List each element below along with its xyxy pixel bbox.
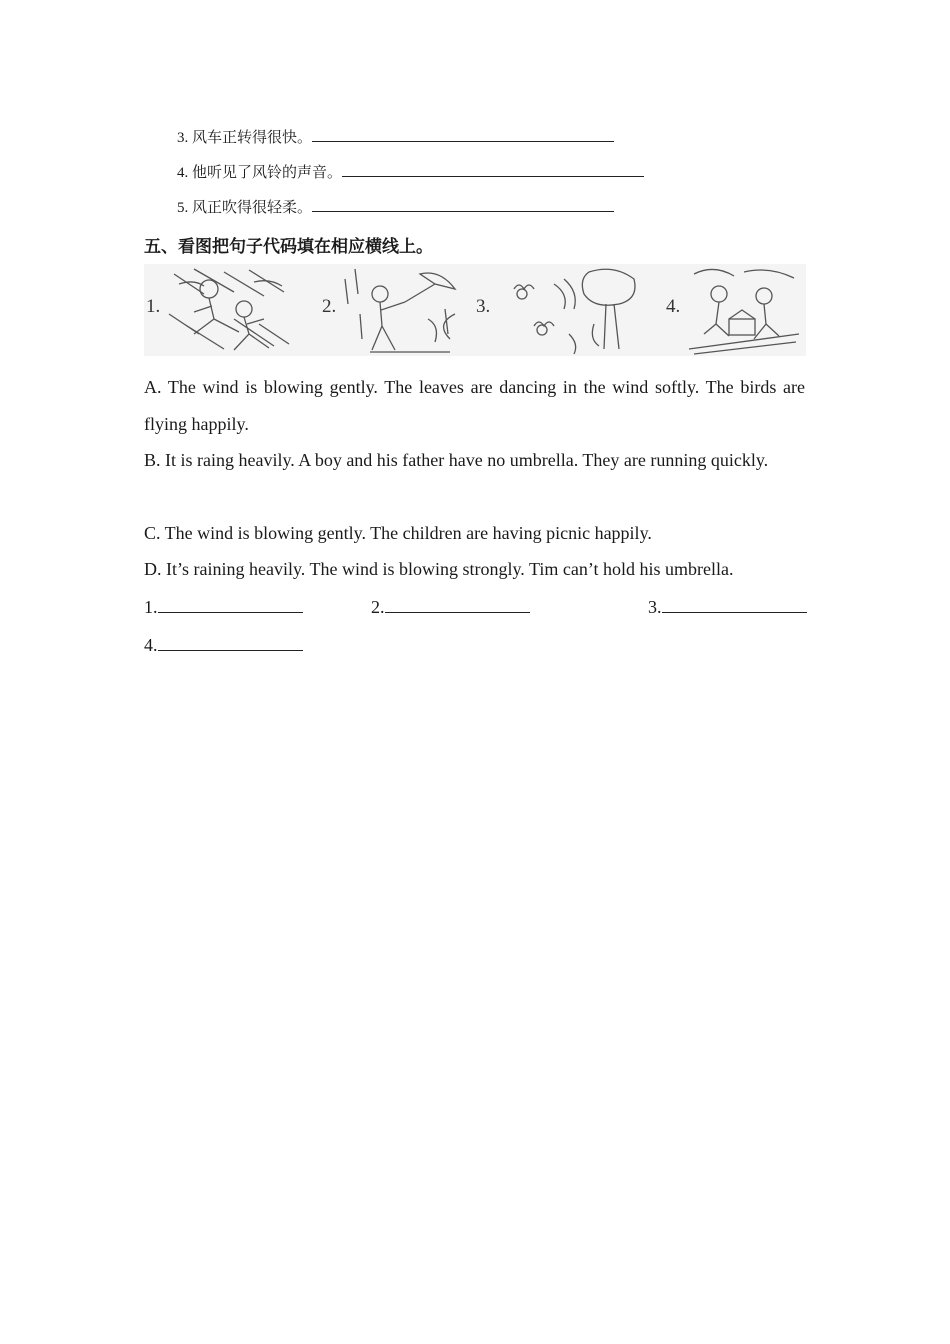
- section-heading: 五、看图把句子代码填在相应横线上。: [144, 237, 433, 257]
- picture-3: [476, 264, 636, 356]
- sentence-b: B. It is raing heavily. A boy and his father have no umbrella. They are running quickly.: [144, 450, 769, 470]
- picnic-icon: [684, 264, 804, 356]
- answer-label: 4.: [144, 635, 158, 655]
- picture-label: 2.: [322, 296, 337, 317]
- sentence-a: A. The wind is blowing gently. The leaves are dancing in the wind softly. The birds are flying happily.: [144, 377, 805, 434]
- translation-item-3: [177, 127, 614, 148]
- answer-blank[interactable]: [312, 197, 614, 212]
- answer-blank[interactable]: [662, 596, 807, 613]
- answer-1: [144, 596, 303, 618]
- picture-label: 1.: [146, 296, 161, 317]
- answer-4: [144, 634, 303, 656]
- umbrella-in-wind-icon: [340, 264, 470, 356]
- answer-label: 3.: [648, 597, 662, 617]
- translation-item-5: [177, 197, 614, 218]
- picture-2: [322, 264, 472, 356]
- sentence-c: C. The wind is blowing gently. The children are having picnic happily.: [144, 523, 652, 543]
- answer-blank[interactable]: [158, 596, 303, 613]
- picture-label: 4.: [666, 296, 681, 317]
- answer-blank[interactable]: [342, 162, 644, 177]
- picture-4: [666, 264, 806, 356]
- sentence-d: D. It’s raining heavily. The wind is blowing strongly. Tim can’t hold his umbrella.: [144, 559, 734, 579]
- translation-item-4: [177, 162, 644, 183]
- translation-item-text: 4. 他听见了风铃的声音。: [177, 165, 343, 181]
- answer-blank[interactable]: [158, 634, 303, 651]
- translation-item-text: 3. 风车正转得很快。: [177, 130, 313, 146]
- picture-strip: [144, 264, 806, 356]
- answer-label: 1.: [144, 597, 158, 617]
- running-in-rain-icon: [164, 264, 294, 356]
- answer-3: [648, 596, 807, 618]
- picture-1: [144, 264, 294, 356]
- birds-and-tree-icon: [494, 264, 639, 356]
- answer-blank[interactable]: [385, 596, 530, 613]
- translation-item-text: 5. 风正吹得很轻柔。: [177, 200, 313, 216]
- answer-2: [371, 596, 530, 618]
- answer-label: 2.: [371, 597, 385, 617]
- answer-blank[interactable]: [312, 127, 614, 142]
- picture-label: 3.: [476, 296, 491, 317]
